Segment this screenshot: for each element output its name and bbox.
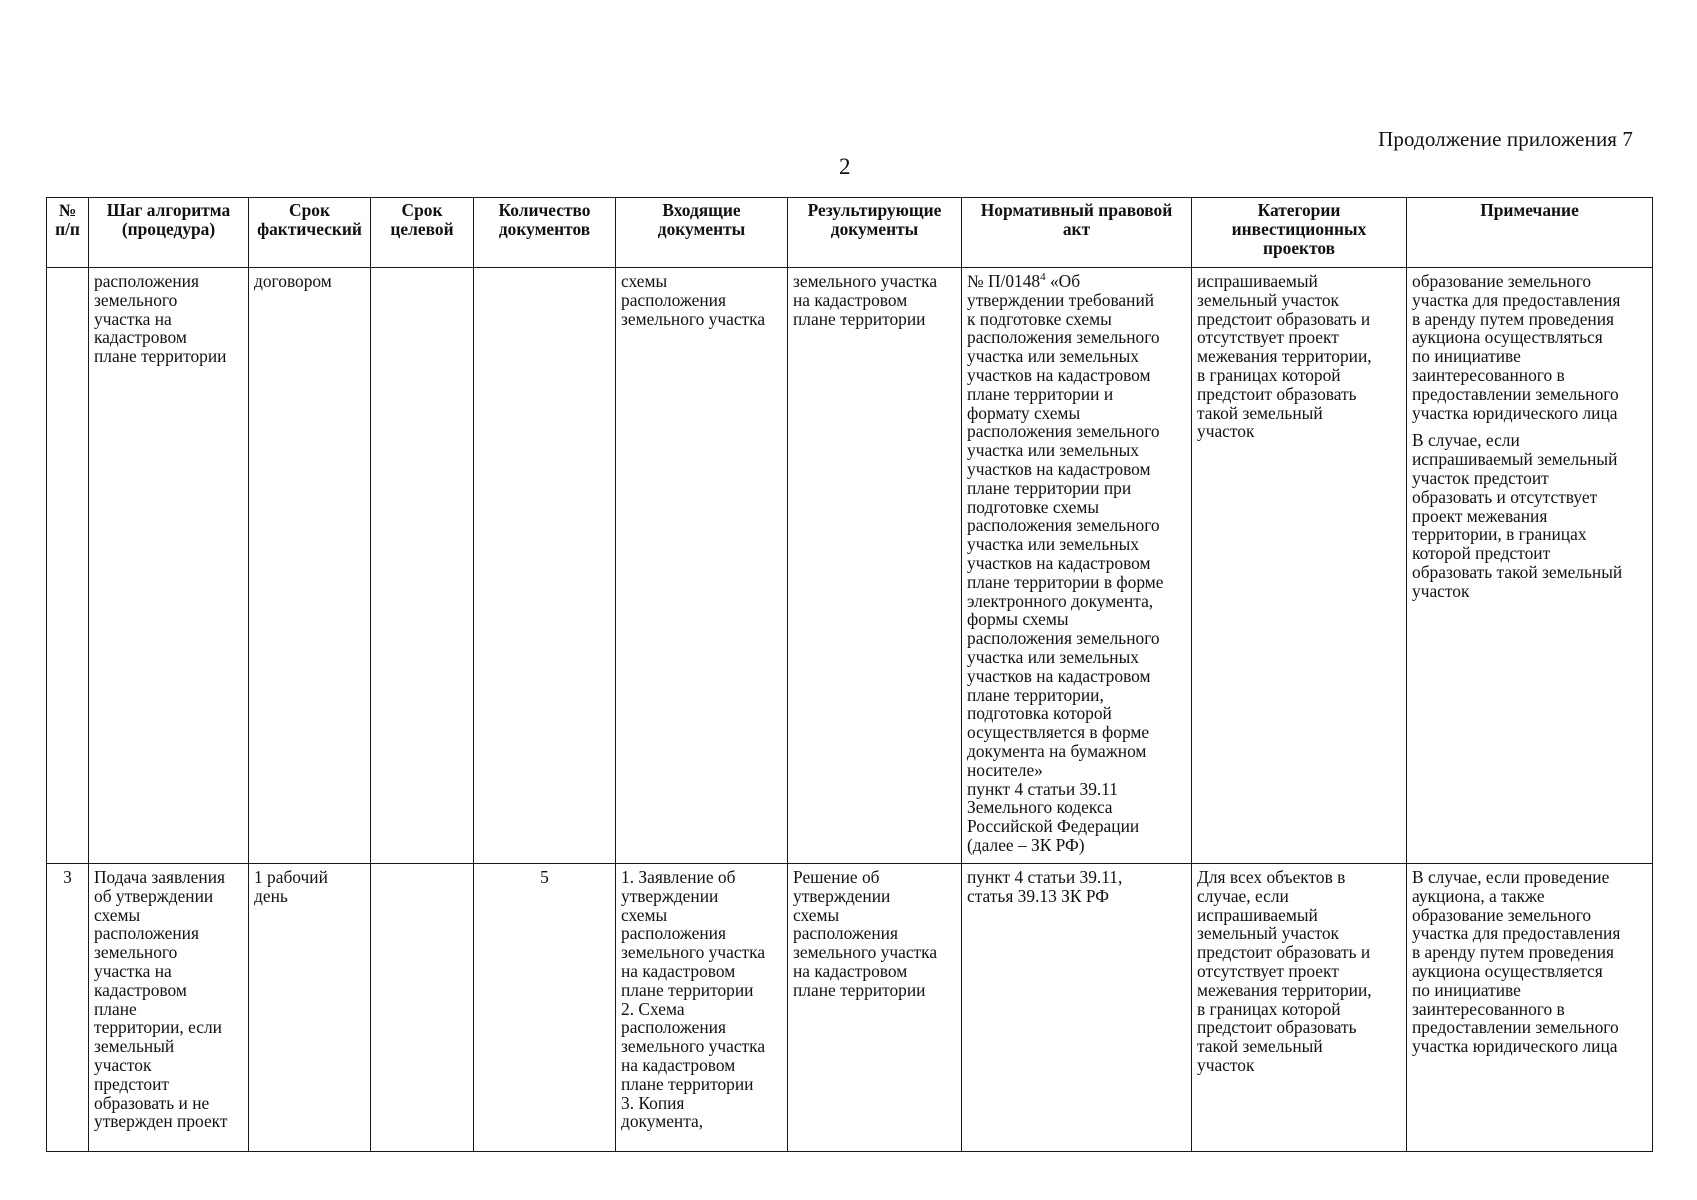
cell-term-actual: договором: [249, 268, 371, 864]
cell-step: расположения земельного участка на кадастровом плане территории: [89, 268, 249, 864]
cell-legal-act: [962, 268, 1192, 864]
cell-term-target: [371, 268, 474, 864]
cell-incoming: схемы расположения земельного участка: [616, 268, 788, 864]
cell-incoming: 1. Заявление об утверждении схемы расположения земельного участка на кадастровом плане территории 2. Схема расположения земельного участка на кадастровом плане территории 3. Копия документа,: [616, 864, 788, 1152]
table-header-row: [47, 198, 1653, 268]
appendix-label: Продолжение приложения 7: [1378, 127, 1633, 151]
col-header-num: № п/п: [47, 198, 89, 268]
col-header-resulting: Результирующие документы: [788, 198, 962, 268]
cell-doc-count: 5: [474, 864, 616, 1152]
cell-note: [1407, 268, 1653, 864]
col-header-term-target: Срок целевой: [371, 198, 474, 268]
table-row-3: [47, 864, 1653, 1152]
cell-resulting: Решение об утверждении схемы расположения земельного участка на кадастровом плане территории: [788, 864, 962, 1152]
cell-category: испрашиваемый земельный участок предстоит образовать и отсутствует проект межевания территории, в границах которой предстоит образовать такой земельный участок: [1192, 268, 1407, 864]
cell-doc-count: [474, 268, 616, 864]
algorithm-table: [46, 197, 1653, 1152]
col-header-note: Примечание: [1407, 198, 1653, 268]
col-header-category: Категории инвестиционных проектов: [1192, 198, 1407, 268]
col-header-doc-count: Количество документов: [474, 198, 616, 268]
col-header-incoming: Входящие документы: [616, 198, 788, 268]
cell-term-target: [371, 864, 474, 1152]
cell-resulting: земельного участка на кадастровом плане территории: [788, 268, 962, 864]
footnote-marker: 4: [1040, 271, 1046, 284]
col-header-legal-act: Нормативный правовой акт: [962, 198, 1192, 268]
cell-num: 3: [47, 864, 89, 1152]
cell-num: [47, 268, 89, 864]
legal-act-number: № П/0148: [967, 271, 1041, 291]
cell-note: В случае, если проведение аукциона, а также образование земельного участка для предоставления в аренду путем проведения аукциона осуществляется по инициативе заинтересованного в предоставлении земельного участка юридического лица: [1407, 864, 1653, 1152]
note-paragraph-2: В случае, если испрашиваемый земельный участок предстоит образовать и отсутствует проект межевания территории, в границах которой предстоит образовать такой земельный участок: [1412, 430, 1623, 601]
col-header-term-actual: Срок фактический: [249, 198, 371, 268]
cell-legal-act: пункт 4 статьи 39.11, статья 39.13 ЗК РФ: [962, 864, 1192, 1152]
cell-step: Подача заявления об утверждении схемы расположения земельного участка на кадастровом плане территории, если земельный участок предстоит образовать и не утвержден проект: [89, 864, 249, 1152]
col-header-step: Шаг алгоритма (процедура): [89, 198, 249, 268]
page-number: 2: [839, 154, 851, 179]
cell-category: Для всех объектов в случае, если испрашиваемый земельный участок предстоит образовать и отсутствует проект межевания территории, в границах которой предстоит образовать такой земельный участок: [1192, 864, 1407, 1152]
note-paragraph-1: образование земельного участка для предоставления в аренду путем проведения аукциона осуществляться по инициативе заинтересованного в предоставлении земельного участка юридического лица: [1412, 271, 1621, 423]
legal-act-text: «Об утверждении требований к подготовке схемы расположения земельного участка или земельных участков на кадастровом плане территории и формату схемы расположения земельного участка или земельных участков на кадастровом плане территории при подготовке схемы расположения земельного участка или земельных участков на кадастровом плане территории в форме электронного документа, формы схемы расположения земельного участка или земельных участков на кадастровом плане территории, подготовка которой осуществляется в форме документа на бумажном носителе» пункт 4 статьи 39.11 Земельного кодекса Российской Федерации (далее – ЗК РФ): [967, 271, 1164, 855]
table-row-continued: [47, 268, 1653, 864]
cell-term-actual: 1 рабочий день: [249, 864, 371, 1152]
